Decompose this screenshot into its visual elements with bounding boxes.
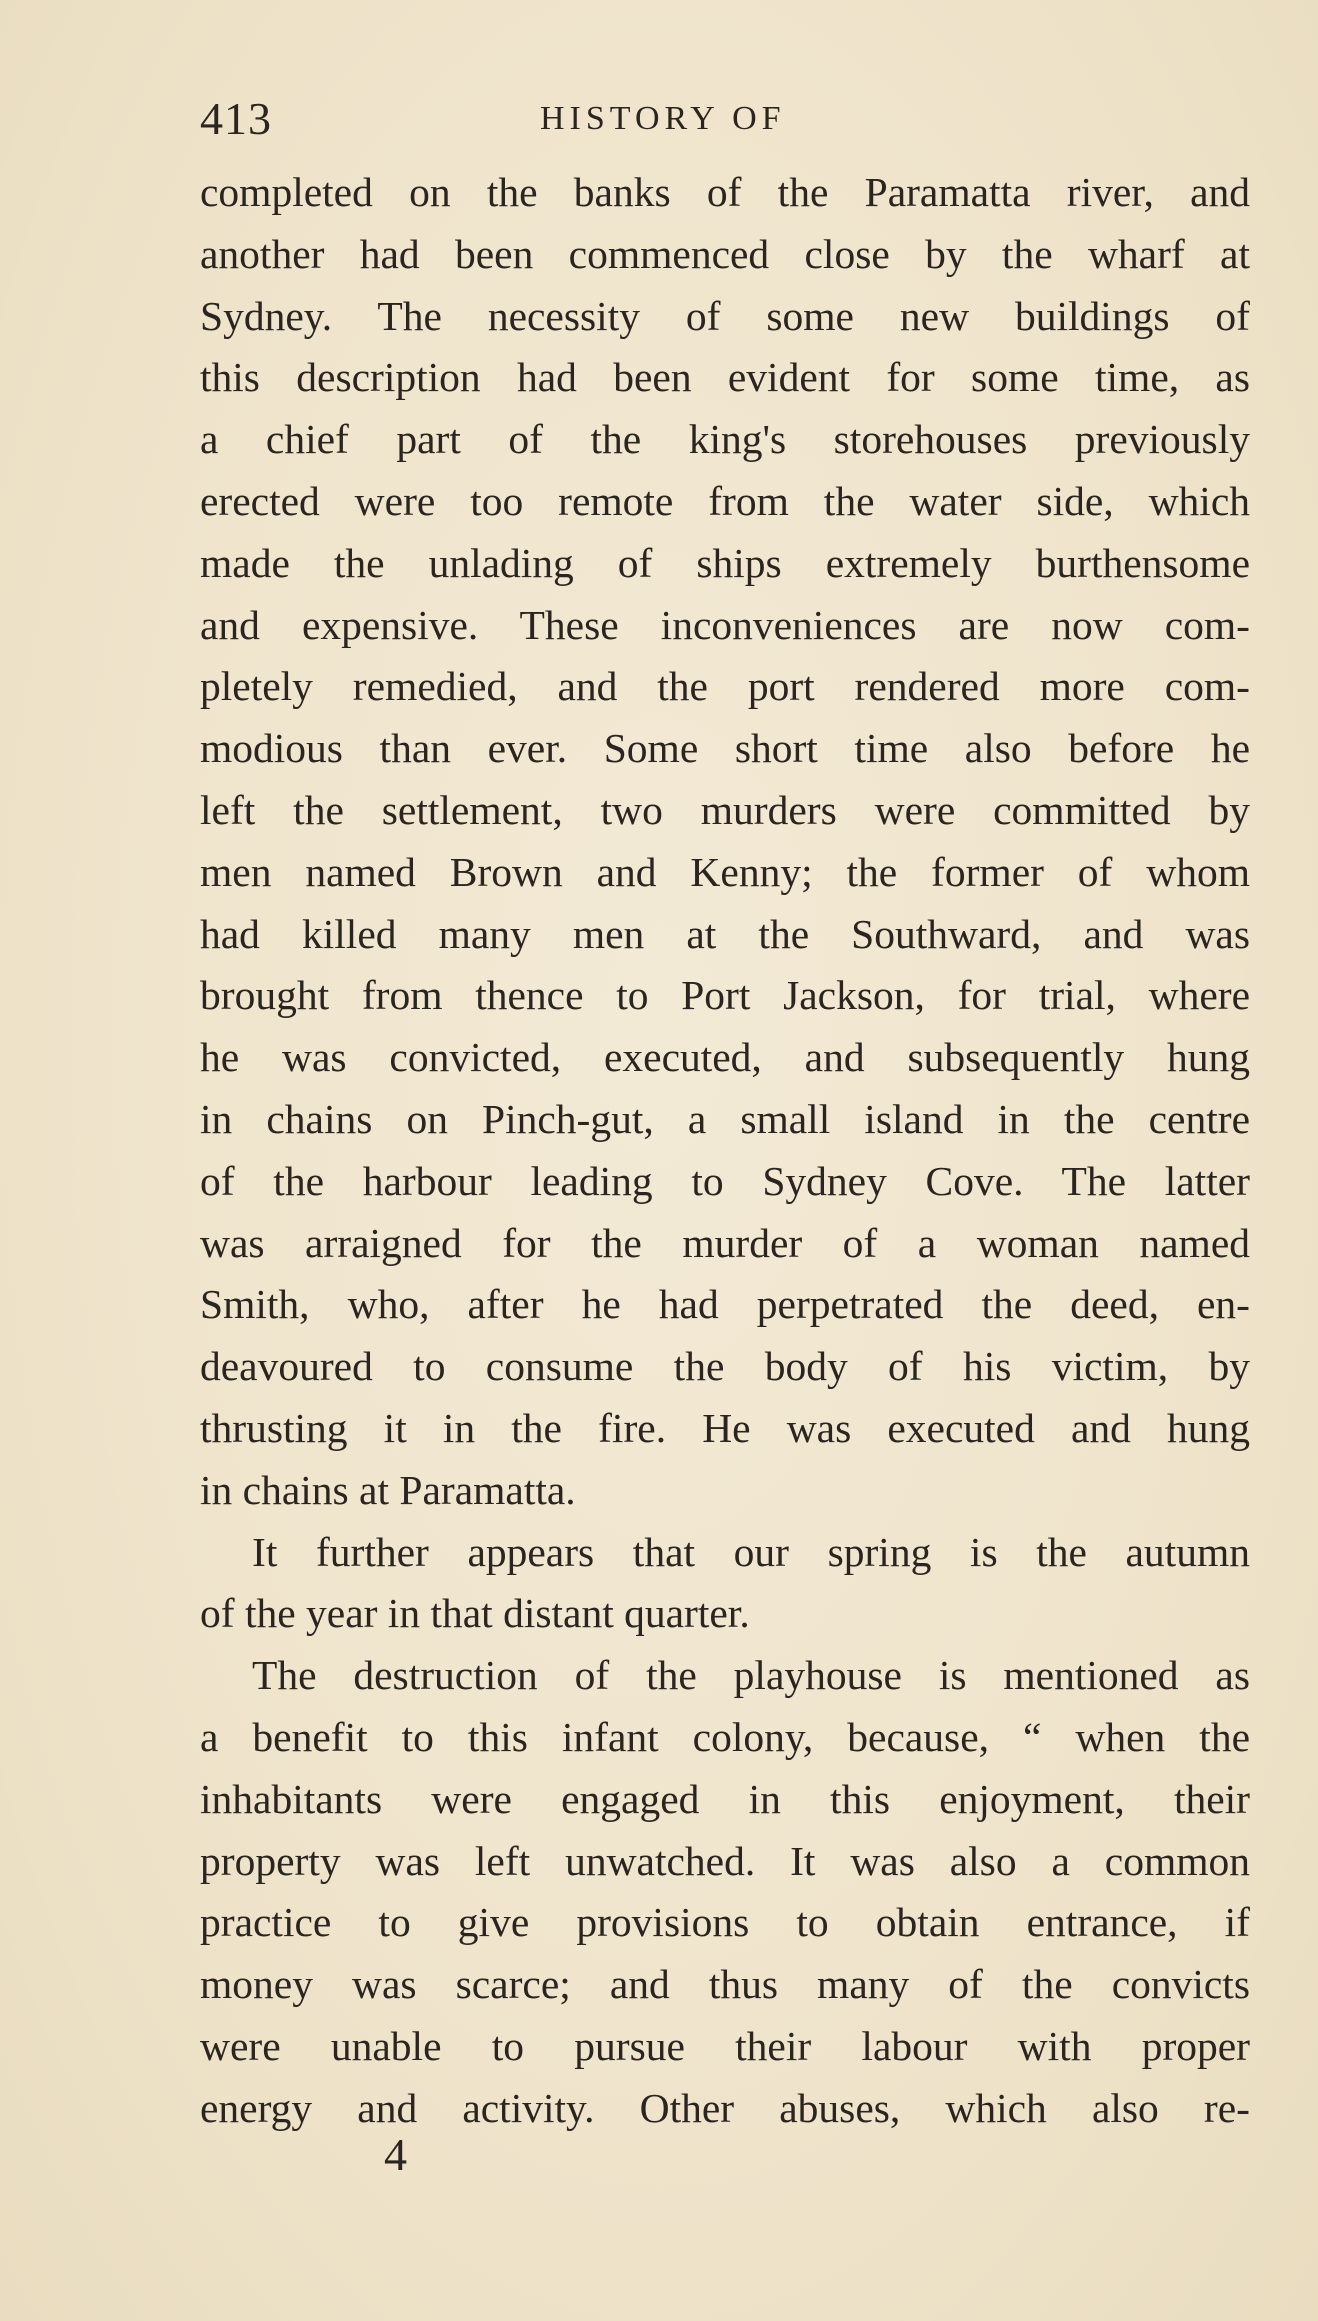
text-line: inhabitants were engaged in this enjoyment, their [200,1775,1250,1822]
running-head: HISTORY OF [540,100,786,137]
text-line: Smith, who, after he had perpetrated the deed, en- [200,1281,1250,1328]
signature-mark: 4 [384,2129,407,2180]
text-line: made the unlading of ships extremely burthensome [200,539,1250,586]
body-text [200,162,1250,2140]
text-line: Sydney. The necessity of some new buildings of [200,292,1250,339]
text-line: he was convicted, executed, and subsequently hung [200,1034,1250,1081]
text-line: money was scarce; and thus many of the convicts [200,1961,1250,2008]
text-line: and expensive. These inconveniences are now com- [200,601,1250,648]
page-number: 413 [200,93,272,144]
text-line: property was left unwatched. It was also a common [200,1837,1250,1884]
text-line: thrusting it in the fire. He was executed and hung [200,1404,1250,1451]
text-line: had killed many men at the Southward, and was [200,910,1250,957]
text-line: energy and activity. Other abuses, which also re- [200,2084,1250,2131]
text-line: It further appears that our spring is the autumn [252,1528,1250,1575]
text-line: another had been commenced close by the wharf at [200,230,1250,277]
text-line: were unable to pursue their labour with proper [200,2022,1250,2069]
text-line: a benefit to this infant colony, because, “ when the [200,1713,1250,1760]
text-line: men named Brown and Kenny; the former of whom [200,848,1250,895]
page-header [200,92,1250,152]
text-line: completed on the banks of the Paramatta river, and [200,169,1250,215]
text-line: modious than ever. Some short time also before he [200,725,1250,772]
text-line: The destruction of the playhouse is mentioned as [252,1652,1250,1699]
text-line: was arraigned for the murder of a woman named [200,1219,1250,1266]
text-line: left the settlement, two murders were committed by [200,786,1250,833]
text-line: pletely remedied, and the port rendered more com- [200,663,1250,710]
text-line: in chains on Pinch-gut, a small island in the centre [200,1095,1250,1142]
text-line: deavoured to consume the body of his victim, by [200,1343,1250,1390]
text-line: of the year in that distant quarter. [200,1590,750,1637]
text-line: practice to give provisions to obtain entrance, if [200,1899,1250,1946]
text-line: brought from thence to Port Jackson, for trial, where [200,972,1250,1019]
text-line: erected were too remote from the water side, which [200,477,1250,524]
text-line: of the harbour leading to Sydney Cove. The latter [200,1157,1250,1204]
text-line: a chief part of the king's storehouses previously [200,416,1250,463]
text-line: this description had been evident for some time, as [200,354,1250,401]
text-line: in chains at Paramatta. [200,1466,576,1513]
